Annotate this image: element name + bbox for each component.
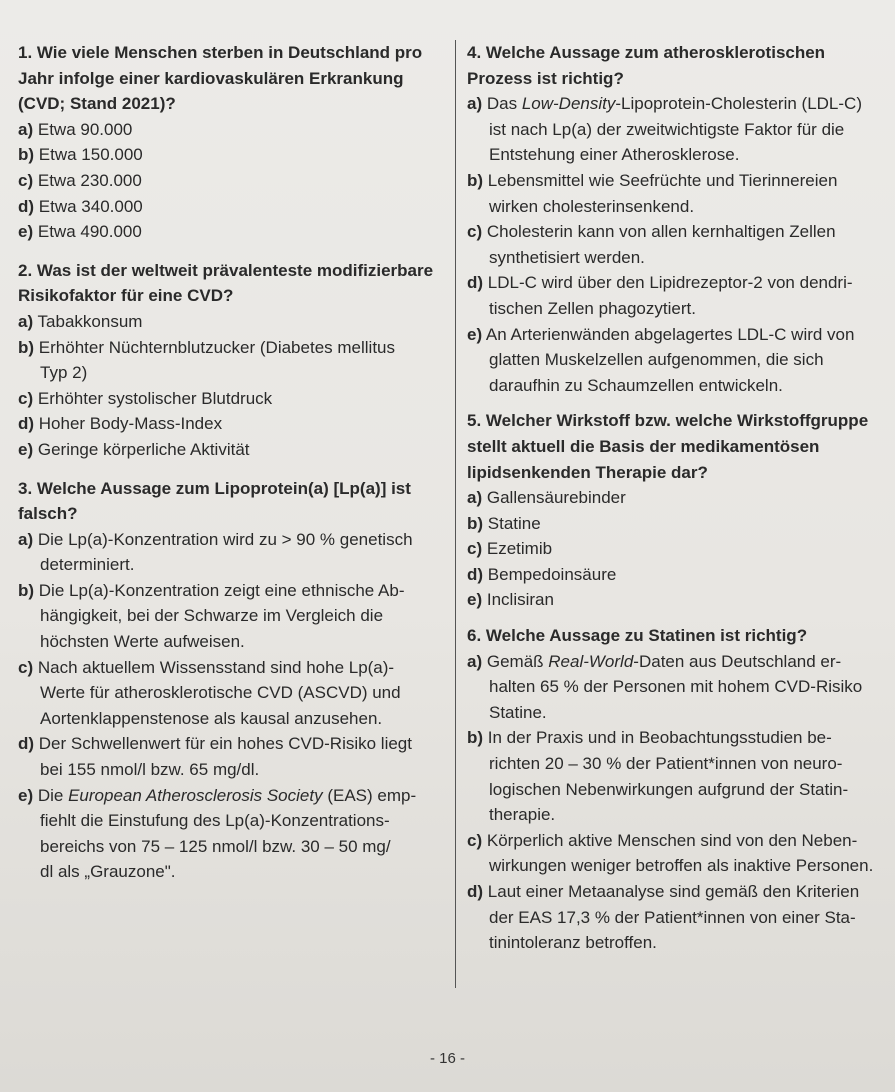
question-2 — [18, 258, 448, 463]
answer-2a[interactable]: a) Tabakkonsum — [18, 311, 143, 331]
left-column — [18, 40, 448, 885]
question-1-title: 1. Wie viele Menschen sterben in Deutschland pro Jahr infolge einer kardiovaskulären Erkrankung (CVD; Stand 2021)? — [18, 43, 423, 114]
answer-5a[interactable]: a) Gallensäurebinder — [467, 488, 626, 508]
answer-1a[interactable]: a) Etwa 90.000 — [18, 119, 133, 139]
question-3-title: 3. Welche Aussage zum Lipoprotein(a) [Lp(a)] ist falsch? — [18, 478, 411, 524]
answer-6b[interactable]: b) In der Praxis und in Beobachtungsstudien be- richten 20 – 30 % der Patient*innen von neuro- logischen Nebenwirkungen aufgrund der Statin- therapie. — [467, 728, 849, 825]
answer-1c[interactable]: c) Etwa 230.000 — [18, 170, 142, 190]
right-column — [467, 40, 887, 956]
answer-3c[interactable]: c) Nach aktuellem Wissensstand sind hohe Lp(a)- Werte für atherosklerotische CVD (ASCVD) und Aortenklappenstenose als kausal anzusehen. — [18, 657, 401, 728]
column-divider — [455, 40, 456, 988]
answer-5b[interactable]: b) Statine — [467, 513, 541, 533]
question-5-title: 5. Welcher Wirkstoff bzw. welche Wirkstoffgruppe stellt aktuell die Basis der medikamentösen lipidsenkenden Therapie dar? — [467, 411, 869, 482]
question-1 — [18, 40, 448, 245]
answer-1e[interactable]: e) Etwa 490.000 — [18, 222, 142, 242]
question-4-title: 4. Welche Aussage zum atherosklerotischen Prozess ist richtig? — [467, 43, 826, 88]
answer-3b[interactable]: b) Die Lp(a)-Konzentration zeigt eine ethnische Ab- hängigkeit, bei der Schwarze im Vergleich die höchsten Werte aufweisen. — [18, 580, 405, 652]
answer-2e[interactable]: e) Geringe körperliche Aktivität — [18, 439, 250, 459]
answer-4e[interactable]: e) An Arterienwänden abgelagertes LDL-C wird von glatten Muskelzellen aufgenommen, die sich daraufhin zu Schaumzellen entwickeln. — [467, 324, 855, 395]
answer-3d[interactable]: d) Der Schwellenwert für ein hohes CVD-Risiko liegt bei 155 nmol/l bzw. 65 mg/dl. — [18, 734, 412, 780]
question-4 — [467, 40, 887, 398]
answer-5d[interactable]: d) Bempedoinsäure — [467, 564, 617, 584]
answer-4d[interactable]: d) LDL-C wird über den Lipidrezeptor-2 von dendri- tischen Zellen phagozytiert. — [467, 273, 853, 318]
question-3 — [18, 476, 448, 886]
question-2-title: 2. Was ist der weltweit prävalenteste modifizierbare Risikofaktor für eine CVD? — [18, 260, 434, 306]
answer-2b[interactable]: b) Erhöhter Nüchternblutzucker (Diabetes mellitus Typ 2) — [18, 337, 395, 383]
question-6-title: 6. Welche Aussage zu Statinen ist richtig? — [467, 626, 808, 646]
answer-6c[interactable]: c) Körperlich aktive Menschen sind von den Neben- wirkungen weniger betroffen als inaktive Personen. — [467, 830, 874, 876]
page-number: - 16 - — [429, 1050, 465, 1067]
answer-4a[interactable]: a) Das Low-Density-Lipoprotein-Cholesterin (LDL-C) ist nach Lp(a) der zweitwichtigste Faktor für die Entstehung einer Atherosklerose. — [467, 94, 862, 165]
answer-1b[interactable]: b) Etwa 150.000 — [18, 145, 143, 165]
answer-6d[interactable]: d) Laut einer Metaanalyse sind gemäß den Kriterien der EAS 17,3 % der Patient*innen von einer Sta- tinintoleranz betroffen. — [467, 882, 860, 953]
answer-5e[interactable]: e) Inclisiran — [467, 590, 554, 610]
answer-3a[interactable]: a) Die Lp(a)-Konzentration wird zu > 90 % genetisch determiniert. — [18, 529, 413, 575]
answer-1d[interactable]: d) Etwa 340.000 — [18, 196, 143, 216]
answer-4b[interactable]: b) Lebensmittel wie Seefrüchte und Tierinnereien wirken cholesterinsenkend. — [467, 170, 838, 216]
question-5 — [467, 408, 887, 613]
answer-5c[interactable]: c) Ezetimib — [467, 539, 553, 559]
answer-3e[interactable]: e) Die European Atherosclerosis Society (EAS) emp- fiehlt die Einstufung des Lp(a)-Konzentrations- bereichs von 75 – 125 nmol/l bzw. 30 – 50 mg/ dl als „Grauzone". — [18, 785, 417, 882]
question-6 — [467, 623, 887, 956]
answer-2d[interactable]: d) Hoher Body-Mass-Index — [18, 414, 223, 434]
answer-2c[interactable]: c) Erhöhter systolischer Blutdruck — [18, 388, 273, 408]
answer-4c[interactable]: c) Cholesterin kann von allen kernhaltigen Zellen synthetisiert werden. — [467, 222, 836, 267]
answer-6a[interactable]: a) Gemäß Real-World-Daten aus Deutschland er- halten 65 % der Personen mit hohem CVD-Risiko Statine. — [467, 651, 863, 722]
